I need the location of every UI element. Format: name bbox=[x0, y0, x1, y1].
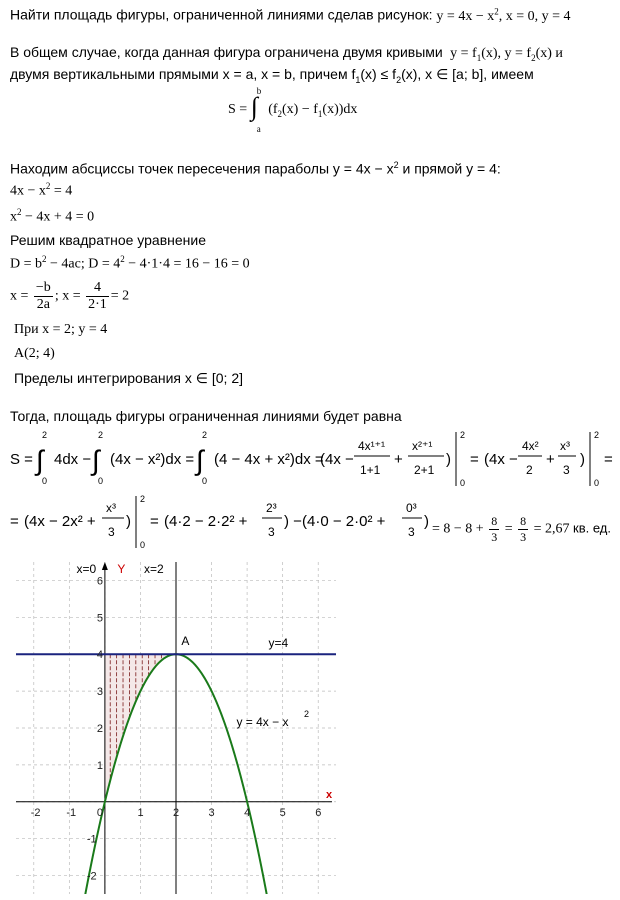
axis-x-label: x bbox=[326, 788, 333, 801]
x-mid: ; x = bbox=[54, 288, 81, 304]
int1-up: 2 bbox=[42, 430, 48, 440]
int3-up: 2 bbox=[202, 430, 208, 440]
r2-num: x³ bbox=[106, 501, 116, 515]
eb1-up: 2 bbox=[460, 430, 466, 440]
int3-lo: 0 bbox=[202, 476, 208, 486]
rf2d: 3 bbox=[520, 530, 527, 544]
s1: 1 bbox=[317, 109, 323, 120]
f2-label: (x), y = f bbox=[481, 46, 532, 61]
int3: ∫ bbox=[196, 445, 204, 476]
eb2-lo: 0 bbox=[594, 478, 600, 488]
eq-end: = bbox=[604, 451, 613, 468]
num1: −b bbox=[35, 280, 51, 295]
r2-den2: 3 bbox=[268, 525, 275, 539]
t4-den: 1+1 bbox=[360, 463, 381, 477]
general-formula bbox=[228, 86, 358, 134]
y-tick-label: 5 bbox=[96, 612, 104, 625]
t6: (4x − bbox=[484, 451, 518, 468]
discriminant bbox=[10, 254, 250, 273]
result-a: = 8 − 8 + bbox=[432, 521, 488, 537]
label-x0: x=0 bbox=[76, 562, 97, 577]
r2-close: ) bbox=[126, 513, 131, 530]
problem-statement bbox=[10, 6, 571, 25]
r2-num3: 0³ bbox=[406, 501, 417, 515]
x-pre: x = bbox=[10, 288, 29, 304]
eq-a-end: = 4 bbox=[50, 183, 73, 199]
x-tick-label: -2 bbox=[30, 806, 41, 819]
t5-num: x²⁺¹ bbox=[412, 439, 433, 453]
equation-1 bbox=[10, 181, 72, 200]
eb1-lo: 0 bbox=[460, 478, 466, 488]
y-tick-label: 4 bbox=[96, 649, 104, 662]
r2-num2: 2³ bbox=[266, 501, 277, 515]
x-tick-label: 2 bbox=[173, 806, 180, 819]
eq-a: 4x − x bbox=[10, 183, 46, 199]
unit: кв. ед. bbox=[573, 520, 611, 536]
num2: 4 bbox=[86, 280, 109, 297]
limits-text: Пределы интегрирования x ∈ [0; 2] bbox=[14, 370, 244, 386]
eq-b-exp: 2 bbox=[17, 207, 22, 217]
x-tick-label: 6 bbox=[315, 806, 322, 819]
interval: (x), x ∈ [a; b], имеем bbox=[401, 66, 534, 82]
close2: ) bbox=[580, 451, 585, 468]
eb2-up: 2 bbox=[594, 430, 600, 440]
fraction-2 bbox=[86, 280, 109, 313]
r2-eq: = bbox=[10, 513, 19, 530]
area-result bbox=[432, 514, 611, 545]
y-tick-label: -2 bbox=[86, 870, 97, 883]
disc-exp: 2 bbox=[42, 254, 47, 264]
y-tick-label: 3 bbox=[96, 686, 104, 699]
close1: ) bbox=[446, 451, 451, 468]
sub2b: 2 bbox=[396, 74, 402, 85]
y-tick-label: 2 bbox=[96, 723, 104, 735]
lower-limit: a bbox=[256, 124, 261, 134]
rf1d: 3 bbox=[491, 530, 498, 544]
label-x2: x=2 bbox=[144, 562, 164, 577]
den1: 2a bbox=[36, 297, 50, 312]
intro-text: Находим абсциссы точек пересечения параболы y = 4x − x bbox=[10, 160, 394, 177]
disc-exp2: 2 bbox=[120, 254, 125, 264]
int1-lo: 0 bbox=[42, 476, 48, 486]
label-parabola-exp: 2 bbox=[304, 708, 310, 719]
r2-den3: 3 bbox=[408, 525, 415, 539]
t6-num: 4x² bbox=[522, 439, 539, 453]
x-tick-label: 1 bbox=[137, 806, 144, 819]
chart-labels bbox=[31, 562, 333, 882]
root-formula bbox=[10, 280, 129, 313]
fraction-1 bbox=[34, 280, 53, 313]
disc-a: D = b bbox=[10, 256, 43, 272]
s-equals: S = bbox=[10, 451, 33, 468]
disc-b: − 4ac; D = 4 bbox=[46, 256, 121, 272]
rf1n: 8 bbox=[491, 514, 498, 528]
s2: 2 bbox=[277, 109, 283, 120]
int1: ∫ bbox=[36, 445, 44, 476]
y-tick-label: 6 bbox=[96, 575, 104, 588]
result-frac2 bbox=[518, 514, 528, 545]
integration-limits bbox=[14, 370, 243, 387]
r2-t2: (4·2 − 2·2² + bbox=[164, 513, 248, 530]
x-tick-label: 3 bbox=[208, 806, 215, 819]
t4-num: 4x¹⁺¹ bbox=[358, 439, 385, 453]
label-parabola: y = 4x − x bbox=[236, 715, 289, 730]
equation-bounds: , x = 0, y = 4 bbox=[498, 8, 571, 24]
at-text: При x = 2; y = 4 bbox=[14, 322, 108, 337]
sub2: 2 bbox=[531, 52, 536, 63]
t6-den: 2 bbox=[526, 463, 533, 477]
int2-up: 2 bbox=[98, 430, 104, 440]
result-c: = 2,67 bbox=[530, 521, 570, 537]
f1-label: y = f bbox=[450, 46, 477, 61]
intersection-intro bbox=[10, 160, 501, 177]
sub1: 1 bbox=[476, 52, 482, 63]
plus: + bbox=[394, 451, 403, 468]
intro-end: и прямой y = 4: bbox=[398, 160, 501, 177]
at-point bbox=[14, 322, 107, 338]
r2-den: 3 bbox=[108, 525, 115, 539]
and-text: (x) и bbox=[535, 46, 563, 61]
t4a: (4x − bbox=[320, 451, 354, 468]
exponent: 2 bbox=[494, 6, 499, 16]
point-a bbox=[14, 346, 55, 362]
r2-close2: ) − bbox=[284, 513, 302, 530]
eq-b-end: − 4x + 4 = 0 bbox=[21, 209, 95, 225]
label-point-a: A bbox=[181, 634, 190, 648]
x-tick-label: 5 bbox=[279, 806, 286, 819]
x-end: = 2 bbox=[110, 288, 130, 304]
problem-text: Найти площадь фигуры, ограниченной линиями сделав рисунок: bbox=[10, 6, 433, 23]
int2-lo: 0 bbox=[98, 476, 104, 486]
x-tick-label: -1 bbox=[66, 806, 77, 819]
r2-t1: (4x − 2x² + bbox=[24, 513, 96, 530]
t7-den: 3 bbox=[563, 463, 570, 477]
den2: 2·1 bbox=[88, 297, 107, 312]
t2: (4x − x²)dx = bbox=[110, 451, 195, 468]
general-text: В общем случае, когда данная фигура ограничена двумя кривыми bbox=[10, 44, 443, 60]
body: (f bbox=[268, 102, 278, 118]
eq-mid: = bbox=[470, 451, 479, 468]
y-tick-label: 1 bbox=[96, 759, 104, 772]
result-b: = bbox=[501, 521, 517, 537]
upper-limit: b bbox=[256, 86, 262, 96]
result-frac1 bbox=[489, 514, 499, 545]
area-intro-text: Тогда, площадь фигуры ограниченная линиями будет равна bbox=[10, 408, 402, 424]
general-text2: двумя вертикальными прямыми x = a, x = b, причем f bbox=[10, 66, 356, 82]
plus2: + bbox=[546, 451, 555, 468]
sub1b: 1 bbox=[355, 74, 361, 85]
r2-close3: ) bbox=[424, 513, 429, 530]
x-tick-label: 0 bbox=[96, 806, 104, 819]
equation-parabola: y = 4x − x bbox=[436, 8, 495, 24]
eq-a-exp: 2 bbox=[45, 181, 51, 191]
mid: (x) − f bbox=[282, 102, 318, 118]
y-tick-label: -1 bbox=[86, 833, 97, 846]
quadratic-heading bbox=[10, 232, 206, 248]
t5-den: 2+1 bbox=[414, 463, 435, 477]
general-case-line2 bbox=[10, 66, 534, 85]
r2-lo: 0 bbox=[140, 540, 146, 550]
s-eq: S = bbox=[228, 102, 248, 118]
quad-text: Решим квадратное уравнение bbox=[10, 232, 207, 248]
t1: 4dx − bbox=[54, 451, 92, 468]
equation-2 bbox=[10, 207, 94, 226]
t7-num: x³ bbox=[560, 439, 570, 453]
general-case-line1 bbox=[10, 44, 563, 63]
point-text: A(2; 4) bbox=[14, 346, 55, 361]
ineq: (x) ≤ f bbox=[360, 66, 397, 82]
x-tick-label: 4 bbox=[244, 806, 251, 819]
integral-sign: ∫ b a bbox=[250, 86, 262, 134]
r2-t3: (4·0 − 2·0² + bbox=[302, 513, 386, 530]
r2-eq2: = bbox=[150, 513, 159, 530]
t3: (4 − 4x + x²)dx = bbox=[214, 451, 324, 468]
int2: ∫ bbox=[92, 445, 100, 476]
disc-c: − 4·1·4 = 16 − 16 = 0 bbox=[124, 256, 250, 272]
area-intro bbox=[10, 408, 402, 424]
end: (x))dx bbox=[322, 102, 358, 118]
intro-exp: 2 bbox=[393, 160, 399, 170]
y-arrow bbox=[102, 562, 108, 570]
eq-b: x bbox=[10, 209, 17, 225]
rf2n: 8 bbox=[520, 514, 527, 528]
r2-up: 2 bbox=[140, 494, 146, 504]
axis-y-label: Y bbox=[117, 562, 126, 577]
label-y4: y=4 bbox=[268, 635, 289, 650]
graph bbox=[16, 562, 336, 894]
area-formula-row1 bbox=[10, 424, 615, 494]
